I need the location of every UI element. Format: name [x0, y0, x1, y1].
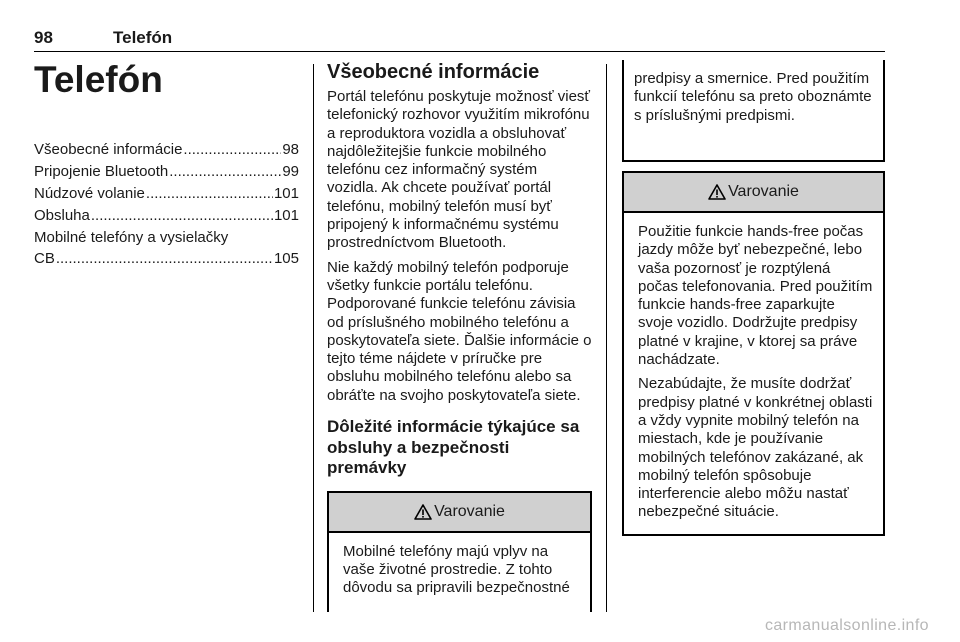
toc-entry-text: Pripojenie Bluetooth	[34, 163, 169, 180]
toc-entry-text: Núdzové volanie	[34, 185, 145, 202]
toc-entry-page: 101	[273, 185, 299, 202]
page-header	[34, 28, 885, 52]
warning-paragraph: Nezabúdajte, že musíte dodržať predpisy platné v konkrétnej oblasti a vždy vypnite mobilný telefón na miestach, kde je používanie mobilných telefónov zakázané, ak mobilný telefón spôsobuje interferencie alebo môžu nastať nebezpečné situácie.	[638, 375, 873, 521]
column-1	[34, 60, 299, 270]
paragraph: Nie každý mobilný telefón podporuje všetky funkcie portálu telefónu. Podporované funkcie telefónu závisia od príslušného mobilného telefónu a poskytovateľa siete. Ďalšie informácie o tejto téme nájdete v príručke pre obsluhu mobilného telefónu alebo sa obráťte na svojho poskytovateľa siete.	[327, 258, 592, 404]
toc-entry-page: 105	[273, 250, 299, 267]
toc-entry-emergency-call[interactable]	[34, 183, 299, 204]
warning-header	[624, 173, 883, 213]
toc-entry-text: Všeobecné informácie	[34, 141, 183, 158]
toc-entry-general-info[interactable]	[34, 139, 299, 160]
header-title: Telefón	[113, 28, 173, 47]
toc-entry-text: CB	[34, 250, 55, 267]
paragraph: Portál telefónu poskytuje možnosť viesť telefonický rozhovor využitím mikrofónu a reproduktora vozidla a obsluhovať najdôležitejšie funkcie mobilného telefónu cez informačný systém vozidla. Ak chcete používať portál telefónu, mobilný telefón musí byť pripojený k informačnému systému prostredníctvom Bluetooth.	[327, 88, 591, 252]
toc-entry-operation[interactable]	[34, 205, 299, 226]
warning-box-continued: predpisy a smernice. Pred použitím funkcií telefónu sa preto oboznámte s príslušnými predpismi.	[622, 60, 885, 162]
column-divider-2	[606, 64, 607, 612]
toc-entry-page: 101	[273, 207, 299, 224]
toc-leader-dots	[91, 205, 273, 226]
warning-body	[624, 213, 883, 534]
page-number: 98	[34, 28, 53, 47]
toc-leader-dots	[183, 139, 281, 160]
toc-entry-text: Obsluha	[34, 207, 90, 224]
warning-label: Varovanie	[728, 183, 799, 200]
toc-leader-dots	[169, 161, 281, 182]
warning-triangle-icon	[414, 504, 432, 520]
table-of-contents	[34, 139, 299, 269]
watermark: carmanualsonline.info	[764, 617, 929, 634]
warning-paragraph: Použitie funkcie hands-free počas jazdy môže byť nebezpečné, lebo vaša pozornosť je rozptýlená počas telefonovania. Pred použitím funkcie hands-free zaparkujte svoje vozidlo. Dodržujte predpisy platné v krajine, v ktorej sa práve nachádzate.	[638, 223, 873, 369]
chapter-title: Telefón	[34, 59, 163, 100]
toc-entry-text-line1: Mobilné telefóny a vysielačky	[34, 229, 229, 246]
toc-entry-mobile-phones-cb[interactable]	[34, 227, 299, 269]
toc-entry-page: 98	[282, 141, 299, 158]
warning-text: Mobilné telefóny majú vplyv na vaše životné prostredie. Z tohto dôvodu sa pripravili bezpečnostné	[343, 542, 570, 597]
section-title: Všeobecné informácie	[327, 61, 540, 83]
toc-entry-page: 99	[282, 163, 299, 180]
subsection-title: Dôležité informácie týkajúce sa obsluhy a bezpečnosti premávky	[327, 417, 580, 478]
column-2	[327, 60, 592, 612]
column-3	[622, 60, 885, 536]
warning-box	[622, 171, 885, 536]
column-divider-1	[313, 64, 314, 612]
toc-leader-dots	[56, 248, 273, 269]
warning-triangle-icon	[708, 184, 726, 200]
warning-header	[329, 493, 590, 533]
warning-box	[327, 491, 592, 612]
warning-label: Varovanie	[434, 502, 505, 520]
toc-entry-bluetooth[interactable]	[34, 161, 299, 182]
toc-leader-dots	[146, 183, 273, 204]
